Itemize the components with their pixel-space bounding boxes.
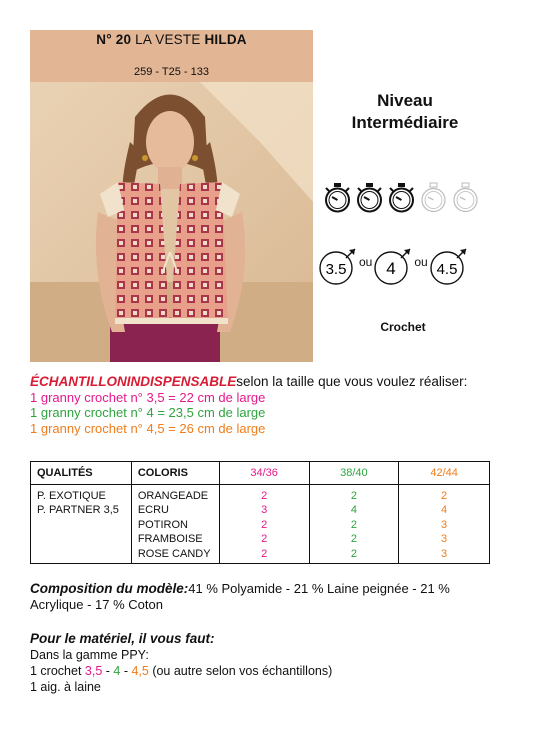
header-colors: COLORIS — [131, 462, 219, 485]
color-item: ROSE CANDY — [137, 547, 211, 560]
ball-count: 3 — [441, 533, 448, 546]
gauge-line-4: 1 granny crochet n° 4 = 23,5 cm de large — [30, 405, 266, 420]
gauge-line-3-5: 1 granny crochet n° 3,5 = 22 cm de large — [30, 390, 266, 405]
ball-count: 2 — [261, 518, 268, 531]
hook-size-label: 4 — [386, 259, 397, 278]
difficulty-level — [325, 90, 485, 134]
ball-count: 3 — [261, 504, 268, 517]
hook-size-label: 3.5 — [325, 261, 347, 278]
materials-hook — [30, 663, 332, 679]
header-size-42-44: 42/44 — [399, 462, 490, 485]
ball-count: 2 — [350, 533, 357, 546]
garment-type: LA VESTE — [135, 32, 205, 47]
size-42-44-cell — [399, 485, 490, 564]
hook-size-icon — [318, 246, 358, 286]
header-size-38-40: 38/40 — [309, 462, 399, 485]
hook-suffix: (ou autre selon vos échantillons) — [148, 664, 333, 678]
gauge-line-4-5: 1 granny crochet n° 4,5 = 26 cm de large — [30, 421, 266, 436]
materials — [30, 631, 332, 695]
qualities-cell — [31, 485, 132, 564]
materials-needle: 1 aig. à laine — [30, 680, 101, 694]
size-38-40-cell — [309, 485, 399, 564]
ball-count: 2 — [261, 533, 268, 546]
composition-label: Composition du modèle: — [30, 581, 189, 596]
gauge-text: selon la taille que vous voulez réaliser: — [236, 374, 468, 389]
stopwatch-outline-icon — [450, 180, 481, 214]
composition — [30, 581, 500, 613]
gauge-keyword: ÉCHANTILLONINDISPENSABLE — [30, 374, 237, 389]
quality-item: P. EXOTIQUE — [37, 490, 106, 502]
materials-range: Dans la gamme PPY: — [30, 648, 149, 662]
level-label: Niveau — [377, 91, 433, 110]
separator-or: ou — [414, 255, 428, 269]
reference-code: 259 - T25 - 133 — [133, 66, 209, 78]
ball-count: 2 — [261, 490, 268, 502]
hook-size-4-5: 4,5 — [131, 664, 149, 678]
hook-size-4: 4 — [113, 664, 121, 678]
ball-count: 3 — [441, 518, 448, 531]
stopwatch-icon — [322, 180, 353, 214]
color-item: ORANGEADE — [137, 490, 209, 502]
colors-cell — [131, 485, 219, 564]
stopwatch-outline-icon — [418, 180, 449, 214]
color-item: FRAMBOISE — [137, 533, 203, 546]
hook-sizes — [318, 246, 469, 286]
stopwatch-icon — [386, 180, 417, 214]
hook-separator: - — [102, 664, 114, 678]
model-photo — [30, 82, 313, 362]
size-34-36-cell — [219, 485, 309, 564]
ball-count: 2 — [350, 490, 357, 502]
ball-count: 2 — [350, 547, 357, 560]
difficulty-rating — [322, 180, 481, 214]
garment-name: HILDA — [204, 32, 247, 47]
gauge-intro — [30, 374, 467, 390]
level-value: Intermédiaire — [351, 113, 459, 132]
color-item: ECRU — [137, 504, 169, 517]
separator-or: ou — [359, 255, 373, 269]
technique-label: Crochet — [380, 320, 426, 334]
quality-item: P. PARTNER 3,5 — [37, 504, 119, 517]
ball-count: 4 — [441, 504, 448, 517]
ball-count: 2 — [350, 518, 357, 531]
hook-separator: - — [120, 664, 132, 678]
color-item: POTIRON — [137, 518, 188, 531]
hook-size-3-5: 3,5 — [84, 664, 103, 678]
composition-text: 41 % Polyamide - 21 % Laine peignée - 21 % Acrylique - 17 % Coton — [30, 581, 450, 612]
ball-count: 2 — [261, 547, 268, 560]
hook-size-icon — [373, 246, 413, 286]
page-title — [30, 32, 313, 47]
hook-prefix: 1 crochet — [30, 664, 85, 678]
ball-count: 3 — [441, 547, 448, 560]
hook-size-label: 4.5 — [436, 261, 458, 278]
pattern-number: N° 20 — [96, 32, 136, 47]
table-row — [31, 485, 490, 564]
title-banner — [30, 30, 313, 82]
materials-title: Pour le matériel, il vous faut: — [30, 631, 215, 646]
hook-size-icon — [429, 246, 469, 286]
header-size-34-36: 34/36 — [219, 462, 309, 485]
ball-count: 4 — [350, 504, 357, 517]
header-qualities: QUALITÉS — [31, 462, 132, 485]
stopwatch-icon — [354, 180, 385, 214]
yarn-table — [30, 461, 490, 564]
ball-count: 2 — [441, 490, 448, 502]
table-header-row — [31, 462, 490, 485]
